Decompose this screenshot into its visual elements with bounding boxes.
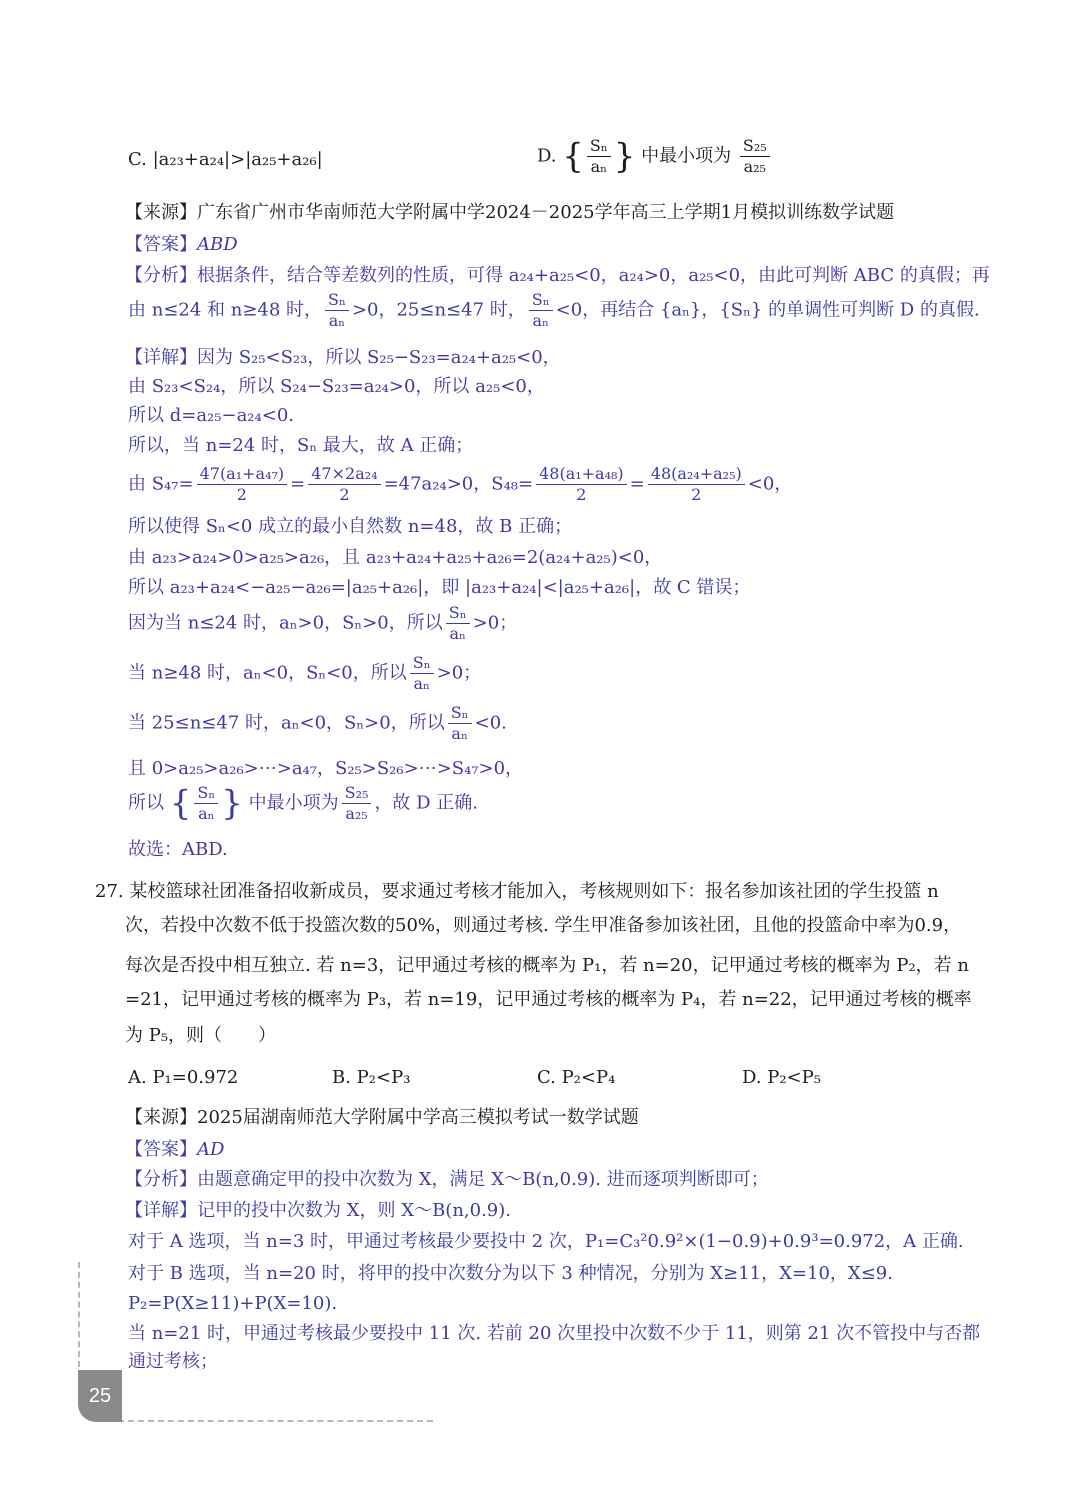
- q27-analysis: 【分析】由题意确定甲的投中次数为 X，满足 X～B(n,0.9). 进而逐项判断即可；: [125, 1169, 769, 1190]
- q26-detail-line5: 由 S₄₇= $\frac{\text{47(a₁+a₄₇)}}{2}$ = $\frac{\text{47×2a₂₄}}{2}$ =47a₂₄>0，S₄₈= $\frac{\text{48(a₁+a₄₈)}}{2}$ = $\frac{\text{48(a₂₄+a₂₅)}}{2}$ <0，: [128, 464, 793, 504]
- source-text: 2025届湖南师范大学附属中学高三模拟考试一数学试题: [197, 1107, 639, 1128]
- page-border-dashed-vertical: [78, 1262, 80, 1367]
- q27-option-a: A. P₁=0.972: [128, 1067, 239, 1088]
- fraction: $\frac{\text{Sₙ}}{\text{aₙ}}$: [325, 290, 349, 331]
- q26-detail-line3: 所以 d=a₂₅−a₂₄<0.: [128, 405, 294, 426]
- right-brace: }: [221, 783, 243, 824]
- detail-tag: 【详解】: [125, 1200, 197, 1221]
- fraction: $\frac{\text{47(a₁+a₄₇)}}{2}$: [197, 464, 288, 505]
- answer-text: ABD: [197, 234, 238, 255]
- q27-detail-line3: 对于 B 选项，当 n=20 时，将甲的投中次数分为以下 3 种情况，分别为 X≥11，X=10，X≤9.: [128, 1263, 893, 1284]
- q26-source: [125, 201, 894, 225]
- q27-option-c: C. P₂<P₄: [537, 1067, 616, 1088]
- q26-detail-line13: 所以 { $\frac{\text{Sₙ}}{\text{aₙ}}$ } 中最小项为 $\frac{\text{S₂₅}}{\text{a₂₅}}$ ，故 D 正确.: [128, 783, 479, 824]
- answer-tag: 【答案】: [125, 1139, 197, 1160]
- q27-detail-line2: 对于 A 选项，当 n=3 时，甲通过考核最少要投中 2 次，P₁=C₃²0.9²×(1−0.9)+0.9³=0.972，A 正确.: [128, 1231, 964, 1252]
- q27-stem-line3: 每次是否投中相互独立. 若 n=3，记甲通过考核的概率为 P₁，若 n=20，记甲通过考核的概率为 P₂，若 n: [125, 955, 970, 976]
- fraction: $\frac{\text{Sₙ}}{\text{aₙ}}$: [448, 703, 472, 744]
- q26-option-d: [537, 136, 773, 177]
- fraction: $\frac{\text{48(a₂₄+a₂₅)}}{2}$: [648, 464, 745, 505]
- q26-detail-line6: 所以使得 Sₙ<0 成立的最小自然数 n=48，故 B 正确；: [128, 516, 573, 537]
- fraction: $\frac{\text{Sₙ}}{\text{aₙ}}$: [194, 783, 218, 824]
- option-d-mid: 中最小项为: [641, 145, 732, 167]
- fraction: $\frac{\text{48(a₁+a₄₈)}}{2}$: [536, 464, 627, 505]
- fraction: $\frac{\text{Sₙ}}{\text{aₙ}}$: [529, 290, 553, 331]
- q26-detail-line2: 由 S₂₃<S₂₄，所以 S₂₄−S₂₃=a₂₄>0，所以 a₂₅<0，: [128, 376, 545, 397]
- q26-option-c: C. |a₂₃+a₂₄|>|a₂₅+a₂₆|: [128, 149, 323, 170]
- source-tag: 【来源】: [125, 202, 197, 223]
- q27-detail-line5: 当 n=21 时，甲通过考核最少要投中 11 次. 若前 20 次里投中次数不少于 11，则第 21 次不管投中与否都: [128, 1323, 981, 1344]
- source-text: 广东省广州市华南师范大学附属中学2024－2025学年高三上学期1月模拟训练数学试题: [197, 202, 895, 223]
- q27-detail-line6: 通过考核；: [128, 1351, 218, 1372]
- q26-detail-line10: 当 n≥48 时，aₙ<0，Sₙ<0，所以 $\frac{\text{Sₙ}}{\text{aₙ}}$ >0；: [128, 653, 482, 693]
- q26-detail-line4: 所以，当 n=24 时，Sₙ 最大，故 A 正确；: [128, 435, 474, 456]
- q27-detail-line1: 【详解】记甲的投中次数为 X，则 X～B(n,0.9).: [125, 1200, 512, 1221]
- analysis-tag: 【分析】: [125, 265, 197, 286]
- q27-stem-line1: 27. 某校篮球社团准备招收新成员，要求通过考核才能加入，考核规则如下：报名参加该社团的学生投篮 n: [95, 881, 939, 902]
- page-border-dashed-horizontal: [118, 1420, 433, 1422]
- q27-detail-line4: P₂=P(X≥11)+P(X=10).: [128, 1293, 338, 1314]
- detail-tag: 【详解】: [125, 347, 197, 368]
- q26-detail-line8: 所以 a₂₃+a₂₄<−a₂₅−a₂₆=|a₂₅+a₂₆|，即 |a₂₃+a₂₄|<|a₂₅+a₂₆|，故 C 错误；: [128, 577, 751, 598]
- option-d-label: D.: [537, 145, 557, 167]
- q26-detail-line1: 【详解】因为 S₂₅<S₂₃，所以 S₂₅−S₂₃=a₂₄+a₂₅<0，: [125, 347, 561, 368]
- q27-answer: [125, 1138, 224, 1162]
- q27-option-d: D. P₂<P₅: [742, 1067, 821, 1088]
- analysis-tag: 【分析】: [125, 1169, 197, 1190]
- q26-detail-line14: 故选：ABD.: [128, 839, 228, 860]
- fraction: $\frac{\text{Sₙ}}{\text{aₙ}}$: [410, 653, 434, 694]
- right-brace: }: [613, 136, 636, 177]
- q26-detail-line12: 且 0>a₂₅>a₂₆>⋯>a₄₇，S₂₅>S₂₆>⋯>S₄₇>0，: [128, 758, 524, 779]
- q26-analysis-line2: 由 n≤24 和 n≥48 时， $\frac{\text{Sₙ}}{\text{aₙ}}$ >0，25≤n≤47 时， $\frac{\text{Sₙ}}{\text{aₙ}}$ <0，再结合 {aₙ}，{Sₙ} 的单调性可判断 D 的真假.: [128, 290, 980, 330]
- fraction: $\frac{\text{Sₙ}}{\text{aₙ}}$: [446, 603, 470, 644]
- analysis-text: 根据条件，结合等差数列的性质，可得 a₂₄+a₂₅<0，a₂₄>0，a₂₅<0，由此可判断 ABC 的真假；再: [197, 265, 990, 286]
- fraction: $\frac{\text{S₂₅}}{\text{a₂₅}}$: [342, 783, 372, 824]
- q27-stem-line5: 为 P₅，则（ ）: [125, 1025, 277, 1046]
- q26-analysis-line1: [125, 264, 990, 288]
- left-brace: {: [562, 136, 584, 177]
- q26-detail-line11: 当 25≤n≤47 时，aₙ<0，Sₙ>0，所以 $\frac{\text{Sₙ}}{\text{aₙ}}$ <0.: [128, 703, 507, 743]
- answer-tag: 【答案】: [125, 234, 197, 255]
- q26-answer: [125, 233, 238, 257]
- answer-text: AD: [197, 1139, 225, 1160]
- fraction: $\frac{\text{S₂₅}}{\text{a₂₅}}$: [740, 136, 770, 177]
- source-tag: 【来源】: [125, 1107, 197, 1128]
- q27-stem-line4: =21，记甲通过考核的概率为 P₃，若 n=19，记甲通过考核的概率为 P₄，若 n=22，记甲通过考核的概率: [125, 989, 972, 1010]
- q27-stem-line2: 次，若投中次数不低于投篮次数的50%，则通过考核. 学生甲准备参加该社团，且他的投篮命中率为0.9，: [125, 915, 962, 936]
- q26-detail-line9: 因为当 n≤24 时，aₙ>0，Sₙ>0，所以 $\frac{\text{Sₙ}}{\text{aₙ}}$ >0；: [128, 603, 518, 643]
- fraction: $\frac{\text{47×2a₂₄}}{2}$: [308, 464, 380, 505]
- left-brace: {: [169, 783, 192, 824]
- q27-option-b: B. P₂<P₃: [332, 1067, 411, 1088]
- q26-detail-line7: 由 a₂₃>a₂₄>0>a₂₅>a₂₆，且 a₂₃+a₂₄+a₂₅+a₂₆=2(a₂₄+a₂₅)<0，: [128, 547, 663, 568]
- fraction: $\frac{\text{Sₙ}}{\text{aₙ}}$: [587, 136, 611, 177]
- q27-source: [125, 1106, 639, 1130]
- page-number: 25: [78, 1370, 122, 1422]
